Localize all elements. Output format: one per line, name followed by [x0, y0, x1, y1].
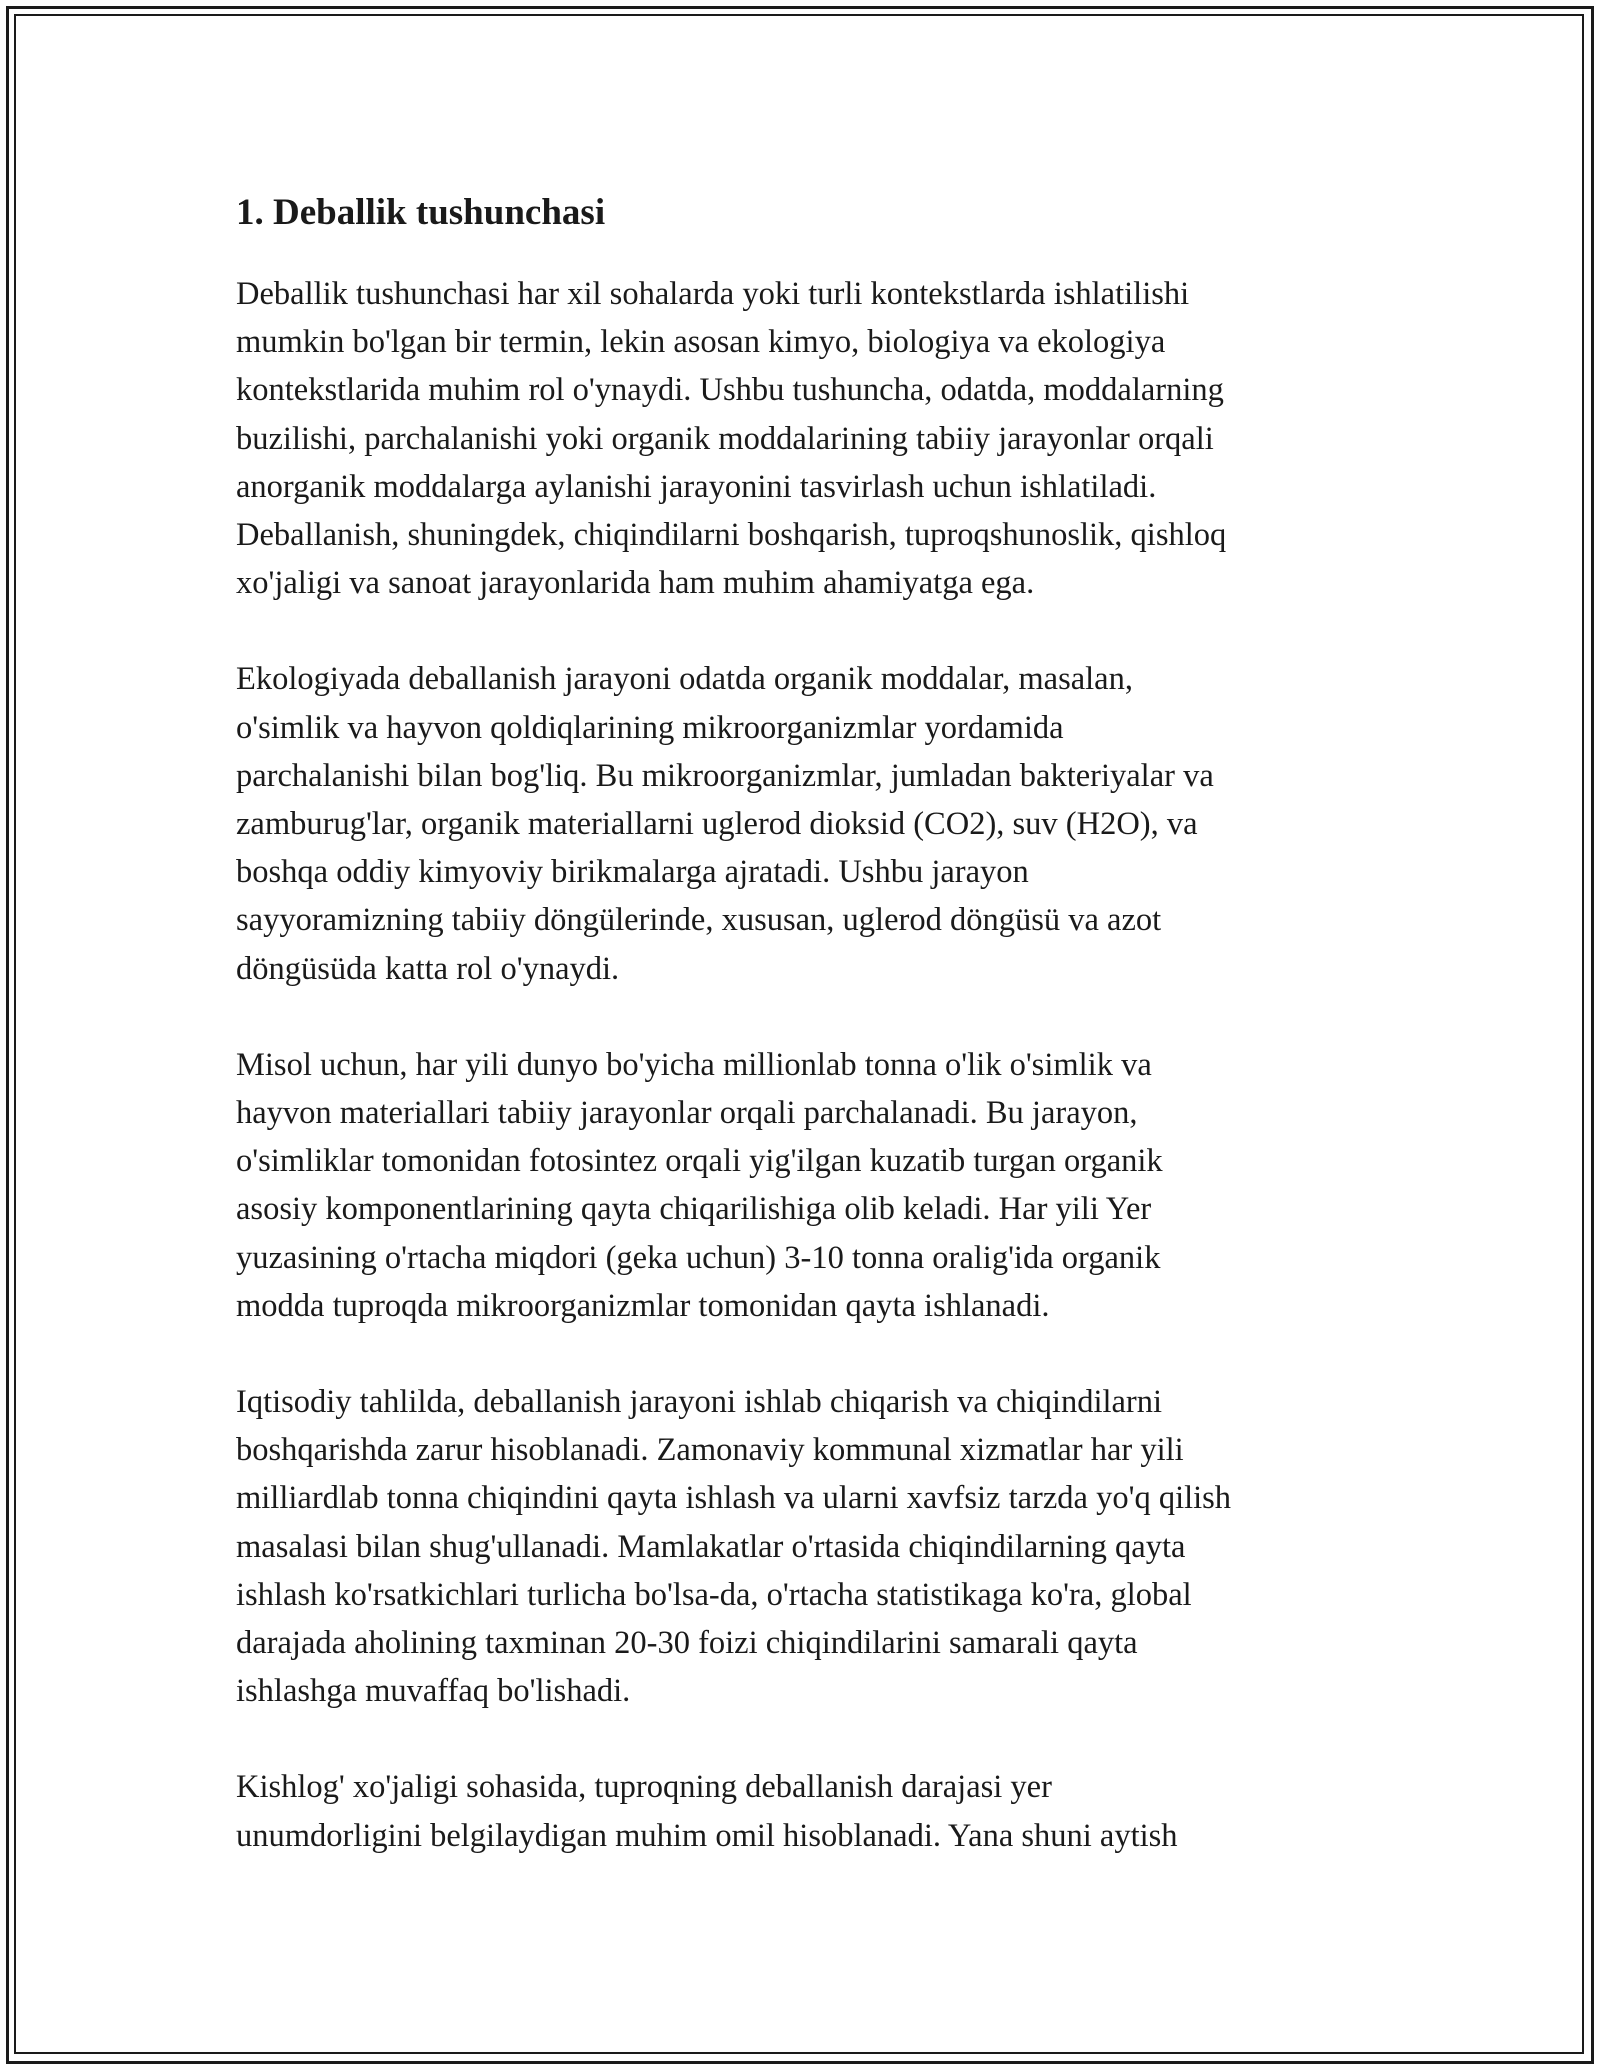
text-line: Iqtisodiy tahlilda, deballanish jarayoni ishlab chiqarish va chiqindilarni	[236, 1384, 1163, 1421]
text-line: boshqa oddiy kimyoviy birikmalarga ajratadi. Ushbu jarayon	[236, 854, 1029, 891]
text-line: sayyoramizning tabiiy döngülerinde, xususan, uglerod döngüsü va azot	[236, 902, 1162, 939]
paragraph-3	[236, 1041, 1366, 1330]
text-line: mumkin bo'lgan bir termin, lekin asosan kimyo, biologiya va ekologiya	[236, 324, 1166, 361]
text-line: anorganik moddalarga aylanishi jarayonini tasvirlash uchun ishlatiladi.	[236, 468, 1157, 505]
text-line: buzilishi, parchalanishi yoki organik moddalarining tabiiy jarayonlar orqali	[236, 420, 1214, 457]
text-line: ishlash ko'rsatkichlari turlicha bo'lsa-da, o'rtacha statistikaga ko'ra, global	[236, 1576, 1192, 1613]
text-line: boshqarishda zarur hisoblanadi. Zamonaviy kommunal xizmatlar har yili	[236, 1432, 1184, 1469]
text-line: hayvon materiallari tabiiy jarayonlar orqali parchalanadi. Bu jarayon,	[236, 1095, 1138, 1132]
text-line: yuzasining o'rtacha miqdori (geka uchun) 3-10 tonna oralig'ida organik	[236, 1239, 1161, 1276]
text-line: Deballik tushunchasi har xil sohalarda yoki turli kontekstlarda ishlatilishi	[236, 276, 1190, 312]
section-heading: 1. Deballik tushunchasi	[236, 192, 606, 233]
text-line: xo'jaligi va sanoat jarayonlarida ham muhim ahamiyatga ega.	[236, 565, 1035, 602]
text-line: darajada aholining taxminan 20-30 foizi chiqindilarini samarali qayta	[236, 1625, 1138, 1662]
text-line: kontekstlarida muhim rol o'ynaydi. Ushbu tushuncha, odatda, moddalarning	[236, 372, 1224, 409]
text-line: döngüsüda katta rol o'ynaydi.	[236, 950, 620, 987]
text-line: Deballanish, shuningdek, chiqindilarni boshqarish, tuproqshunoslik, qishloq	[236, 517, 1227, 554]
text-line: Kishlog' xo'jaligi sohasida, tuproqning deballanish darajasi yer	[236, 1769, 1052, 1806]
text-line: unumdorligini belgilaydigan muhim omil hisoblanadi. Yana shuni aytish	[236, 1817, 1178, 1854]
text-line: modda tuproqda mikroorganizmlar tomonidan qayta ishlanadi.	[236, 1287, 1050, 1324]
text-line: Misol uchun, har yili dunyo bo'yicha millionlab tonna o'lik o'simlik va	[236, 1046, 1152, 1083]
text-line: masalasi bilan shug'ullanadi. Mamlakatlar o'rtasida chiqindilarning qayta	[236, 1528, 1186, 1565]
text-line: asosiy komponentlarining qayta chiqarilishiga olib keladi. Har yili Yer	[236, 1191, 1152, 1228]
text-line: o'simliklar tomonidan fotosintez orqali yig'ilgan kuzatib turgan organik	[236, 1143, 1163, 1180]
paragraph-4	[236, 1378, 1366, 1715]
text-line: Ekologiyada deballanish jarayoni odatda organik moddalar, masalan,	[236, 661, 1133, 698]
text-line: zamburug'lar, organik materiallarni uglerod dioksid (CO2), suv (H2O), va	[236, 806, 1198, 843]
text-line: milliardlab tonna chiqindini qayta ishlash va ularni xavfsiz tarzda yo'q qilish	[236, 1480, 1232, 1517]
text-line: ishlashga muvaffaq bo'lishadi.	[236, 1673, 631, 1710]
document-body	[236, 186, 1366, 1908]
paragraph-1	[236, 270, 1366, 607]
text-line: parchalanishi bilan bog'liq. Bu mikroorganizmlar, jumladan bakteriyalar va	[236, 757, 1214, 794]
text-line: o'simlik va hayvon qoldiqlarining mikroorganizmlar yordamida	[236, 709, 1064, 746]
paragraph-5	[236, 1763, 1366, 1859]
paragraph-2	[236, 655, 1366, 992]
